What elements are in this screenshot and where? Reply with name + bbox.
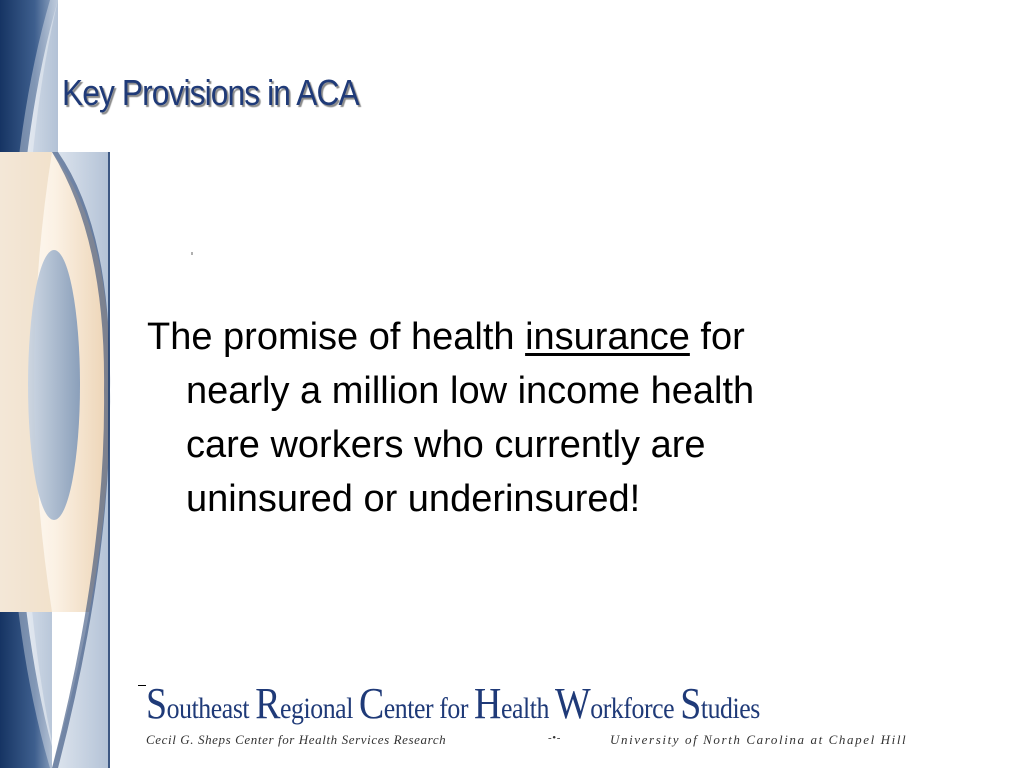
body-line-3: care workers who currently are [186, 424, 706, 466]
unc-text: University of North Carolina at Chapel Hill [610, 732, 908, 747]
body-line-1-end: for [689, 316, 745, 358]
logo-initial: H [474, 679, 501, 728]
body-line-1 [147, 310, 907, 364]
logo-word: ealth [500, 692, 555, 725]
logo-initial: W [554, 679, 591, 728]
slide-title: Key Provisions in ACA [62, 72, 359, 113]
body-line-1-start: The promise of health [147, 316, 526, 358]
logo-word: enter for [383, 692, 475, 725]
separator: -•- [548, 732, 561, 744]
sheps-center-text: Cecil G. Sheps Center for Health Services Research [146, 732, 447, 747]
logo-initial: C [358, 679, 384, 728]
underlined-word: insurance [525, 316, 690, 358]
logo-word: orkforce [590, 692, 681, 725]
logo-initial: S [680, 679, 701, 728]
body-line-2: nearly a million low income health [186, 370, 755, 412]
stray-mark [191, 252, 193, 255]
body-line-4: uninsured or underinsured! [186, 478, 641, 520]
logo-initial: R [255, 679, 281, 728]
organization-name [146, 680, 860, 733]
body-paragraph [147, 310, 907, 526]
logo-word: outheast [166, 692, 256, 725]
dash-mark [138, 685, 146, 686]
logo-initial: S [146, 679, 167, 728]
footer-logo [146, 680, 976, 760]
logo-word: egional [280, 692, 359, 725]
decorative-side-arcs [0, 0, 120, 768]
logo-word: tudies [700, 692, 760, 725]
